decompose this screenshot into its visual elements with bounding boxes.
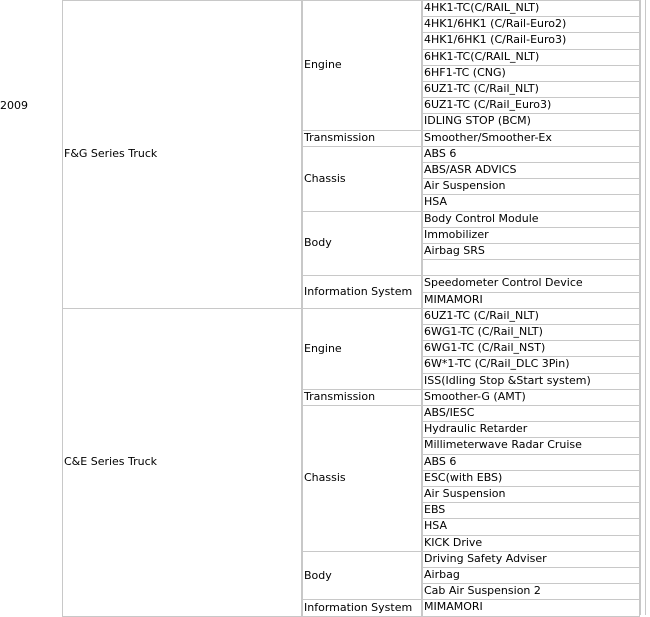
system-item: Millimeterwave Radar Cruise	[422, 437, 640, 454]
system-item: Air Suspension	[422, 178, 640, 195]
system-item: Cab Air Suspension 2	[422, 583, 640, 600]
category-label: Transmission	[302, 389, 422, 406]
category-label: Body	[302, 211, 422, 277]
system-item: Hydraulic Retarder	[422, 421, 640, 438]
category-label: Information System	[302, 599, 422, 616]
system-item: 6W*1-TC (C/Rail_DLC 3Pin)	[422, 356, 640, 373]
system-item: Airbag SRS	[422, 243, 640, 260]
system-item: Driving Safety Adviser	[422, 551, 640, 568]
system-item: Speedometer Control Device	[422, 275, 640, 292]
system-item: Air Suspension	[422, 486, 640, 503]
system-item: ABS/IESC	[422, 405, 640, 422]
series-label: C&E Series Truck	[62, 308, 302, 617]
system-item: MIMAMORI	[422, 599, 640, 616]
system-item: Immobilizer	[422, 227, 640, 244]
system-item: 4HK1/6HK1 (C/Rail-Euro2)	[422, 16, 640, 33]
system-item: KICK Drive	[422, 535, 640, 552]
category-label: Chassis	[302, 405, 422, 552]
year-label: 2009	[0, 99, 28, 112]
system-item: 4HK1-TC(C/RAIL_NLT)	[422, 0, 640, 17]
system-item: 6UZ1-TC (C/Rail_NLT)	[422, 81, 640, 98]
system-item: 6WG1-TC (C/Rail_NST)	[422, 340, 640, 357]
system-item: ABS 6	[422, 454, 640, 471]
system-item: ESC(with EBS)	[422, 470, 640, 487]
system-item	[422, 259, 640, 276]
system-item: Smoother/Smoother-Ex	[422, 130, 640, 147]
system-item: EBS	[422, 502, 640, 519]
system-item: 6WG1-TC (C/Rail_NLT)	[422, 324, 640, 341]
system-item: Body Control Module	[422, 211, 640, 228]
system-item: IDLING STOP (BCM)	[422, 113, 640, 130]
category-label: Transmission	[302, 130, 422, 147]
category-label: Body	[302, 551, 422, 601]
system-item: HSA	[422, 194, 640, 211]
system-item: ABS 6	[422, 146, 640, 163]
system-item: 6UZ1-TC (C/Rail_NLT)	[422, 308, 640, 325]
category-label: Information System	[302, 275, 422, 308]
system-item: 4HK1/6HK1 (C/Rail-Euro3)	[422, 32, 640, 49]
system-item: Smoother-G (AMT)	[422, 389, 640, 406]
system-item: 6HF1-TC (CNG)	[422, 65, 640, 82]
system-item: HSA	[422, 518, 640, 535]
category-label: Chassis	[302, 146, 422, 212]
series-label: F&G Series Truck	[62, 0, 302, 309]
category-label: Engine	[302, 308, 422, 390]
column-divider	[645, 0, 646, 615]
system-item: MIMAMORI	[422, 292, 640, 309]
system-item: ABS/ASR ADVICS	[422, 162, 640, 179]
category-label: Engine	[302, 0, 422, 131]
column-divider	[640, 0, 641, 615]
system-item: Airbag	[422, 567, 640, 584]
system-item: ISS(Idling Stop &Start system)	[422, 373, 640, 390]
system-item: 6HK1-TC(C/RAIL_NLT)	[422, 49, 640, 66]
system-item: 6UZ1-TC (C/Rail_Euro3)	[422, 97, 640, 114]
